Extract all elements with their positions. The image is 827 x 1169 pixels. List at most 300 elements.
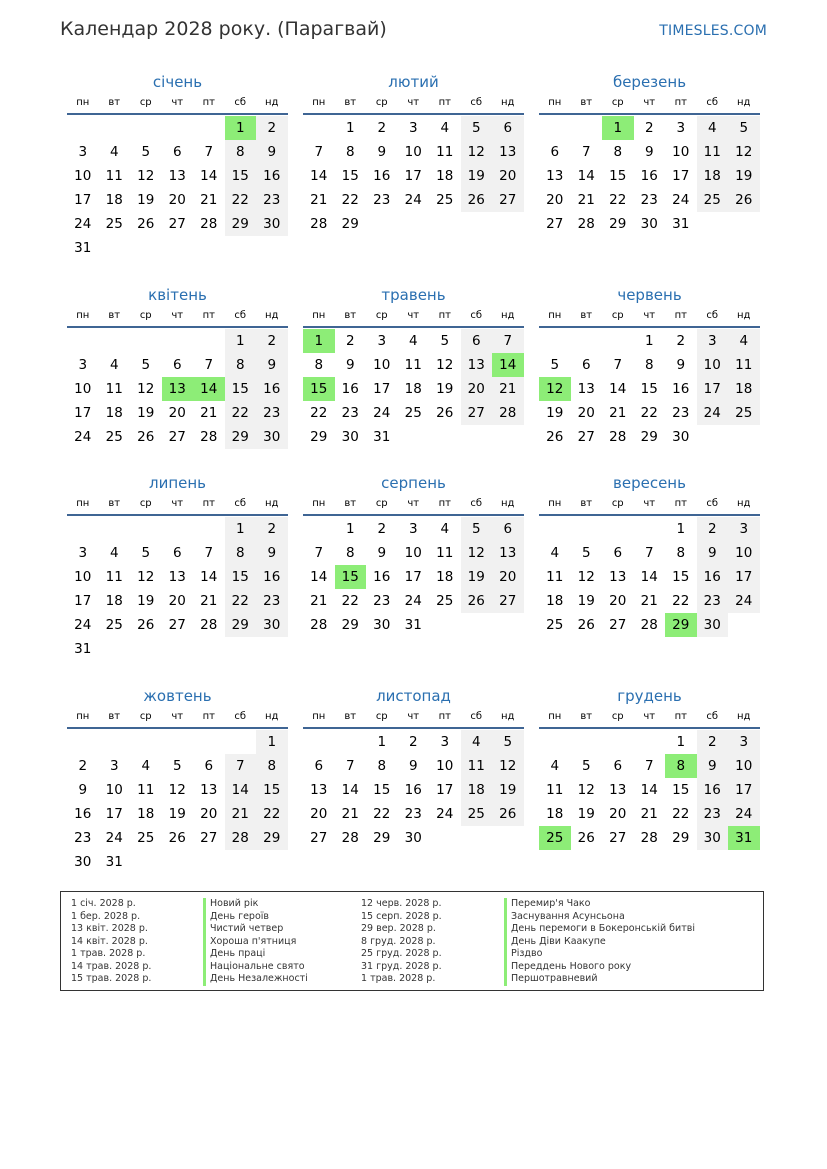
day-cell: 7 bbox=[644, 758, 654, 774]
day-cell: 25 bbox=[105, 617, 123, 633]
holiday-day-cell: 15 bbox=[303, 377, 335, 401]
empty-cell bbox=[193, 517, 225, 541]
weekday-header bbox=[303, 707, 524, 727]
day-cell: 17 bbox=[404, 168, 422, 184]
day-cell: 29 bbox=[225, 212, 257, 236]
day-cell: 11 bbox=[728, 353, 760, 377]
empty-cell bbox=[225, 730, 257, 754]
day-cell: 30 bbox=[74, 854, 92, 870]
month-block bbox=[303, 72, 524, 236]
day-cell: 2 bbox=[345, 333, 355, 349]
day-cell: 27 bbox=[492, 589, 524, 613]
empty-cell bbox=[99, 116, 131, 140]
legend-holiday-name: День перемоги в Бокеронській битві bbox=[504, 923, 695, 936]
day-grid bbox=[539, 116, 760, 236]
weekday-label: чт bbox=[171, 97, 184, 108]
weekday-header bbox=[539, 707, 760, 727]
day-cell: 25 bbox=[436, 593, 454, 609]
weekday-label: пт bbox=[202, 310, 215, 321]
legend-holiday-name: Хороша п'ятниця bbox=[203, 936, 308, 949]
empty-cell bbox=[67, 329, 99, 353]
day-cell: 27 bbox=[461, 401, 493, 425]
day-cell: 6 bbox=[204, 758, 214, 774]
header-rule bbox=[539, 514, 760, 516]
day-cell: 9 bbox=[697, 754, 729, 778]
header-rule bbox=[67, 326, 288, 328]
day-cell: 5 bbox=[141, 545, 151, 561]
legend-holiday-name: День героїв bbox=[203, 911, 308, 924]
day-cell: 26 bbox=[461, 188, 493, 212]
day-cell: 8 bbox=[377, 758, 387, 774]
weekday-header bbox=[539, 93, 760, 113]
day-cell: 24 bbox=[436, 806, 454, 822]
empty-cell bbox=[571, 329, 603, 353]
day-cell: 3 bbox=[697, 329, 729, 353]
day-cell: 30 bbox=[640, 216, 658, 232]
weekday-label: нд bbox=[737, 310, 751, 321]
day-cell: 6 bbox=[172, 357, 182, 373]
day-cell: 29 bbox=[225, 613, 257, 637]
day-cell: 2 bbox=[697, 730, 729, 754]
day-cell: 17 bbox=[74, 593, 92, 609]
month-block bbox=[539, 473, 760, 637]
day-cell: 4 bbox=[408, 333, 418, 349]
day-cell: 15 bbox=[225, 377, 257, 401]
day-cell: 20 bbox=[168, 593, 186, 609]
day-cell: 11 bbox=[697, 140, 729, 164]
weekday-label: вт bbox=[344, 97, 357, 108]
weekday-label: пн bbox=[76, 711, 90, 722]
day-cell: 25 bbox=[105, 216, 123, 232]
day-cell: 12 bbox=[492, 754, 524, 778]
weekday-label: нд bbox=[501, 97, 515, 108]
holiday-day-cell: 15 bbox=[335, 565, 367, 589]
day-cell: 23 bbox=[74, 830, 92, 846]
month-block bbox=[67, 473, 288, 661]
day-cell: 15 bbox=[609, 168, 627, 184]
day-cell: 26 bbox=[546, 429, 564, 445]
day-cell: 7 bbox=[644, 545, 654, 561]
day-cell: 15 bbox=[225, 164, 257, 188]
holiday-day-cell: 25 bbox=[539, 826, 571, 850]
day-cell: 21 bbox=[200, 593, 218, 609]
legend-date: 15 трав. 2028 р. bbox=[71, 973, 152, 984]
day-cell: 3 bbox=[408, 521, 418, 537]
day-cell: 27 bbox=[168, 617, 186, 633]
empty-cell bbox=[539, 116, 571, 140]
day-cell: 19 bbox=[436, 381, 454, 397]
legend-date: 29 вер. 2028 р. bbox=[361, 923, 436, 934]
day-cell: 22 bbox=[341, 593, 359, 609]
weekday-label: нд bbox=[501, 310, 515, 321]
weekday-label: сб bbox=[234, 310, 247, 321]
day-cell: 24 bbox=[728, 802, 760, 826]
day-cell: 20 bbox=[168, 405, 186, 421]
day-cell: 26 bbox=[492, 802, 524, 826]
weekday-label: чт bbox=[643, 97, 656, 108]
day-cell: 27 bbox=[577, 429, 595, 445]
day-cell: 28 bbox=[200, 216, 218, 232]
weekday-label: сб bbox=[470, 711, 483, 722]
day-cell: 8 bbox=[345, 545, 355, 561]
day-cell: 19 bbox=[546, 405, 564, 421]
day-cell: 5 bbox=[461, 517, 493, 541]
day-cell: 23 bbox=[640, 192, 658, 208]
month-name: червень bbox=[617, 286, 682, 304]
weekday-label: пт bbox=[674, 97, 687, 108]
day-cell: 7 bbox=[314, 144, 324, 160]
day-cell: 30 bbox=[404, 830, 422, 846]
legend-holiday-name: День Незалежності bbox=[203, 973, 308, 986]
day-cell: 9 bbox=[377, 144, 387, 160]
weekday-label: пт bbox=[674, 498, 687, 509]
day-cell: 22 bbox=[310, 405, 328, 421]
month-name: травень bbox=[381, 286, 446, 304]
day-cell: 24 bbox=[74, 429, 92, 445]
day-cell: 21 bbox=[609, 405, 627, 421]
day-cell: 2 bbox=[408, 734, 418, 750]
day-cell: 23 bbox=[256, 589, 288, 613]
day-cell: 20 bbox=[577, 405, 595, 421]
day-cell: 29 bbox=[225, 425, 257, 449]
day-cell: 10 bbox=[74, 168, 92, 184]
day-cell: 31 bbox=[74, 240, 92, 256]
day-cell: 25 bbox=[105, 429, 123, 445]
day-cell: 12 bbox=[577, 782, 595, 798]
day-cell: 11 bbox=[546, 569, 564, 585]
day-cell: 14 bbox=[640, 782, 658, 798]
empty-cell bbox=[130, 329, 162, 353]
legend-holiday-name: Перемир'я Чако bbox=[504, 898, 695, 911]
legend-date: 1 січ. 2028 р. bbox=[71, 898, 136, 909]
day-cell: 19 bbox=[577, 806, 595, 822]
day-cell: 12 bbox=[728, 140, 760, 164]
month-name: квітень bbox=[148, 286, 207, 304]
day-cell: 14 bbox=[310, 569, 328, 585]
empty-cell bbox=[99, 730, 131, 754]
day-cell: 6 bbox=[550, 144, 560, 160]
weekday-label: пт bbox=[438, 711, 451, 722]
empty-cell bbox=[539, 329, 571, 353]
weekday-label: сб bbox=[706, 97, 719, 108]
day-cell: 5 bbox=[581, 545, 591, 561]
day-cell: 4 bbox=[728, 329, 760, 353]
day-cell: 17 bbox=[373, 381, 391, 397]
legend-dates-right bbox=[361, 898, 442, 986]
weekday-label: пн bbox=[548, 97, 562, 108]
month-block bbox=[67, 72, 288, 260]
day-cell: 4 bbox=[109, 545, 119, 561]
day-cell: 14 bbox=[310, 168, 328, 184]
month-block bbox=[67, 686, 288, 874]
day-cell: 6 bbox=[172, 545, 182, 561]
header-rule bbox=[303, 727, 524, 729]
day-cell: 26 bbox=[728, 188, 760, 212]
day-cell: 17 bbox=[105, 806, 123, 822]
day-cell: 24 bbox=[373, 405, 391, 421]
day-cell: 28 bbox=[200, 617, 218, 633]
day-cell: 11 bbox=[461, 754, 493, 778]
month-name: жовтень bbox=[143, 687, 212, 705]
day-cell: 9 bbox=[78, 782, 88, 798]
day-grid bbox=[539, 730, 760, 850]
legend-date: 14 трав. 2028 р. bbox=[71, 960, 152, 972]
day-cell: 13 bbox=[492, 140, 524, 164]
day-cell: 11 bbox=[404, 357, 422, 373]
month-block bbox=[303, 686, 524, 850]
month-name: березень bbox=[612, 73, 687, 91]
day-cell: 5 bbox=[581, 758, 591, 774]
day-cell: 28 bbox=[640, 830, 658, 846]
day-cell: 12 bbox=[436, 357, 454, 373]
day-cell: 9 bbox=[256, 353, 288, 377]
weekday-label: сб bbox=[470, 310, 483, 321]
day-cell: 2 bbox=[644, 120, 654, 136]
weekday-label: ср bbox=[375, 310, 388, 321]
day-cell: 4 bbox=[440, 120, 450, 136]
holiday-day-cell: 12 bbox=[539, 377, 571, 401]
day-cell: 16 bbox=[256, 377, 288, 401]
day-cell: 8 bbox=[644, 357, 654, 373]
day-cell: 18 bbox=[105, 405, 123, 421]
day-cell: 22 bbox=[672, 806, 690, 822]
day-cell: 9 bbox=[408, 758, 418, 774]
day-cell: 9 bbox=[644, 144, 654, 160]
day-cell: 27 bbox=[168, 429, 186, 445]
day-cell: 18 bbox=[105, 593, 123, 609]
day-cell: 2 bbox=[256, 329, 288, 353]
day-cell: 19 bbox=[461, 164, 493, 188]
day-cell: 29 bbox=[640, 429, 658, 445]
day-cell: 20 bbox=[609, 593, 627, 609]
legend-dates-left bbox=[71, 898, 151, 986]
day-cell: 23 bbox=[672, 405, 690, 421]
weekday-label: пт bbox=[674, 310, 687, 321]
day-cell: 29 bbox=[609, 216, 627, 232]
day-grid bbox=[303, 116, 524, 236]
day-cell: 30 bbox=[256, 613, 288, 637]
day-cell: 19 bbox=[492, 778, 524, 802]
day-cell: 26 bbox=[436, 405, 454, 421]
header-rule bbox=[303, 113, 524, 115]
day-cell: 10 bbox=[105, 782, 123, 798]
day-cell: 7 bbox=[314, 545, 324, 561]
weekday-label: чт bbox=[407, 498, 420, 509]
day-cell: 28 bbox=[492, 401, 524, 425]
day-cell: 10 bbox=[404, 144, 422, 160]
day-cell: 15 bbox=[256, 778, 288, 802]
day-cell: 17 bbox=[74, 192, 92, 208]
day-cell: 22 bbox=[256, 802, 288, 826]
day-cell: 18 bbox=[436, 168, 454, 184]
day-cell: 21 bbox=[577, 192, 595, 208]
weekday-label: чт bbox=[407, 97, 420, 108]
weekday-header bbox=[67, 306, 288, 326]
month-block bbox=[67, 285, 288, 449]
day-cell: 3 bbox=[78, 144, 88, 160]
empty-cell bbox=[99, 329, 131, 353]
day-cell: 15 bbox=[373, 782, 391, 798]
header-rule bbox=[67, 113, 288, 115]
day-cell: 17 bbox=[404, 569, 422, 585]
weekday-header bbox=[303, 494, 524, 514]
day-cell: 18 bbox=[137, 806, 155, 822]
weekday-label: сб bbox=[706, 498, 719, 509]
weekday-label: ср bbox=[139, 711, 152, 722]
day-cell: 17 bbox=[728, 565, 760, 589]
weekday-label: чт bbox=[171, 310, 184, 321]
day-cell: 1 bbox=[225, 329, 257, 353]
day-cell: 20 bbox=[546, 192, 564, 208]
day-cell: 9 bbox=[256, 140, 288, 164]
day-cell: 15 bbox=[672, 569, 690, 585]
day-cell: 11 bbox=[137, 782, 155, 798]
holiday-day-cell: 13 bbox=[162, 377, 194, 401]
day-cell: 19 bbox=[137, 593, 155, 609]
day-cell: 19 bbox=[168, 806, 186, 822]
day-cell: 28 bbox=[225, 826, 257, 850]
day-cell: 4 bbox=[550, 545, 560, 561]
day-cell: 3 bbox=[728, 517, 760, 541]
day-cell: 23 bbox=[697, 589, 729, 613]
legend-date: 14 квіт. 2028 р. bbox=[71, 935, 148, 947]
weekday-label: пт bbox=[202, 97, 215, 108]
day-cell: 27 bbox=[492, 188, 524, 212]
day-cell: 30 bbox=[373, 617, 391, 633]
day-cell: 18 bbox=[105, 192, 123, 208]
day-cell: 1 bbox=[225, 517, 257, 541]
day-cell: 11 bbox=[105, 569, 123, 585]
empty-cell bbox=[67, 730, 99, 754]
day-cell: 6 bbox=[492, 116, 524, 140]
day-cell: 28 bbox=[577, 216, 595, 232]
day-cell: 19 bbox=[137, 192, 155, 208]
weekday-label: чт bbox=[643, 498, 656, 509]
legend-date: 1 бер. 2028 р. bbox=[71, 910, 141, 922]
day-cell: 14 bbox=[577, 168, 595, 184]
month-name: грудень bbox=[617, 687, 682, 705]
empty-cell bbox=[539, 730, 571, 754]
day-cell: 2 bbox=[676, 333, 686, 349]
legend-date: 25 груд. 2028 р. bbox=[361, 948, 442, 959]
day-cell: 16 bbox=[697, 565, 729, 589]
day-cell: 2 bbox=[697, 517, 729, 541]
brand-link[interactable]: TIMESLES.COM bbox=[659, 23, 767, 39]
holiday-day-cell: 31 bbox=[728, 826, 760, 850]
day-cell: 25 bbox=[728, 401, 760, 425]
weekday-label: пн bbox=[312, 711, 326, 722]
day-cell: 22 bbox=[672, 593, 690, 609]
day-cell: 31 bbox=[373, 429, 391, 445]
empty-cell bbox=[130, 116, 162, 140]
day-cell: 11 bbox=[436, 144, 454, 160]
day-grid bbox=[67, 730, 288, 874]
day-cell: 16 bbox=[697, 778, 729, 802]
weekday-label: ср bbox=[611, 711, 624, 722]
legend-holiday-name: День праці bbox=[203, 948, 308, 961]
weekday-label: пн bbox=[312, 310, 326, 321]
day-cell: 19 bbox=[728, 164, 760, 188]
day-cell: 9 bbox=[345, 357, 355, 373]
weekday-label: пт bbox=[438, 498, 451, 509]
weekday-label: пн bbox=[548, 711, 562, 722]
legend-date: 15 серп. 2028 р. bbox=[361, 910, 442, 922]
day-cell: 9 bbox=[377, 545, 387, 561]
day-cell: 24 bbox=[697, 401, 729, 425]
weekday-label: ср bbox=[375, 498, 388, 509]
empty-cell bbox=[193, 116, 225, 140]
day-cell: 20 bbox=[492, 565, 524, 589]
day-cell: 26 bbox=[168, 830, 186, 846]
day-cell: 23 bbox=[341, 405, 359, 421]
day-cell: 14 bbox=[200, 168, 218, 184]
day-cell: 4 bbox=[109, 357, 119, 373]
empty-cell bbox=[539, 517, 571, 541]
weekday-label: чт bbox=[643, 310, 656, 321]
weekday-label: сб bbox=[234, 711, 247, 722]
day-cell: 10 bbox=[697, 353, 729, 377]
holiday-day-cell: 1 bbox=[225, 116, 257, 140]
day-cell: 18 bbox=[461, 778, 493, 802]
weekday-label: пт bbox=[202, 711, 215, 722]
day-cell: 10 bbox=[404, 545, 422, 561]
empty-cell bbox=[303, 517, 335, 541]
day-cell: 26 bbox=[461, 589, 493, 613]
day-cell: 7 bbox=[204, 545, 214, 561]
weekday-label: пн bbox=[76, 310, 90, 321]
day-cell: 16 bbox=[74, 806, 92, 822]
weekday-header bbox=[67, 494, 288, 514]
day-cell: 22 bbox=[373, 806, 391, 822]
header-rule bbox=[539, 326, 760, 328]
empty-cell bbox=[162, 730, 194, 754]
empty-cell bbox=[335, 730, 367, 754]
day-cell: 2 bbox=[256, 116, 288, 140]
weekday-label: вт bbox=[108, 310, 121, 321]
legend-date: 1 трав. 2028 р. bbox=[361, 973, 436, 984]
day-cell: 30 bbox=[697, 613, 729, 637]
day-cell: 18 bbox=[404, 381, 422, 397]
weekday-label: нд bbox=[737, 498, 751, 509]
day-cell: 6 bbox=[613, 758, 623, 774]
legend-holiday-name: Першотравневий bbox=[504, 973, 695, 986]
day-cell: 16 bbox=[404, 782, 422, 798]
header-rule bbox=[539, 727, 760, 729]
weekday-label: нд bbox=[737, 97, 751, 108]
month-block bbox=[539, 686, 760, 850]
day-cell: 11 bbox=[105, 381, 123, 397]
day-cell: 16 bbox=[256, 565, 288, 589]
day-cell: 16 bbox=[640, 168, 658, 184]
holiday-legend bbox=[60, 891, 764, 991]
day-cell: 6 bbox=[613, 545, 623, 561]
day-cell: 12 bbox=[168, 782, 186, 798]
day-cell: 31 bbox=[404, 617, 422, 633]
day-cell: 21 bbox=[200, 192, 218, 208]
day-cell: 10 bbox=[373, 357, 391, 373]
day-cell: 9 bbox=[697, 541, 729, 565]
weekday-label: пн bbox=[312, 97, 326, 108]
day-cell: 18 bbox=[697, 164, 729, 188]
day-cell: 26 bbox=[137, 429, 155, 445]
legend-date: 31 груд. 2028 р. bbox=[361, 960, 442, 972]
empty-cell bbox=[571, 730, 603, 754]
day-cell: 7 bbox=[345, 758, 355, 774]
day-cell: 28 bbox=[310, 216, 328, 232]
legend-date: 12 черв. 2028 р. bbox=[361, 898, 442, 909]
day-cell: 21 bbox=[200, 405, 218, 421]
day-cell: 3 bbox=[728, 730, 760, 754]
